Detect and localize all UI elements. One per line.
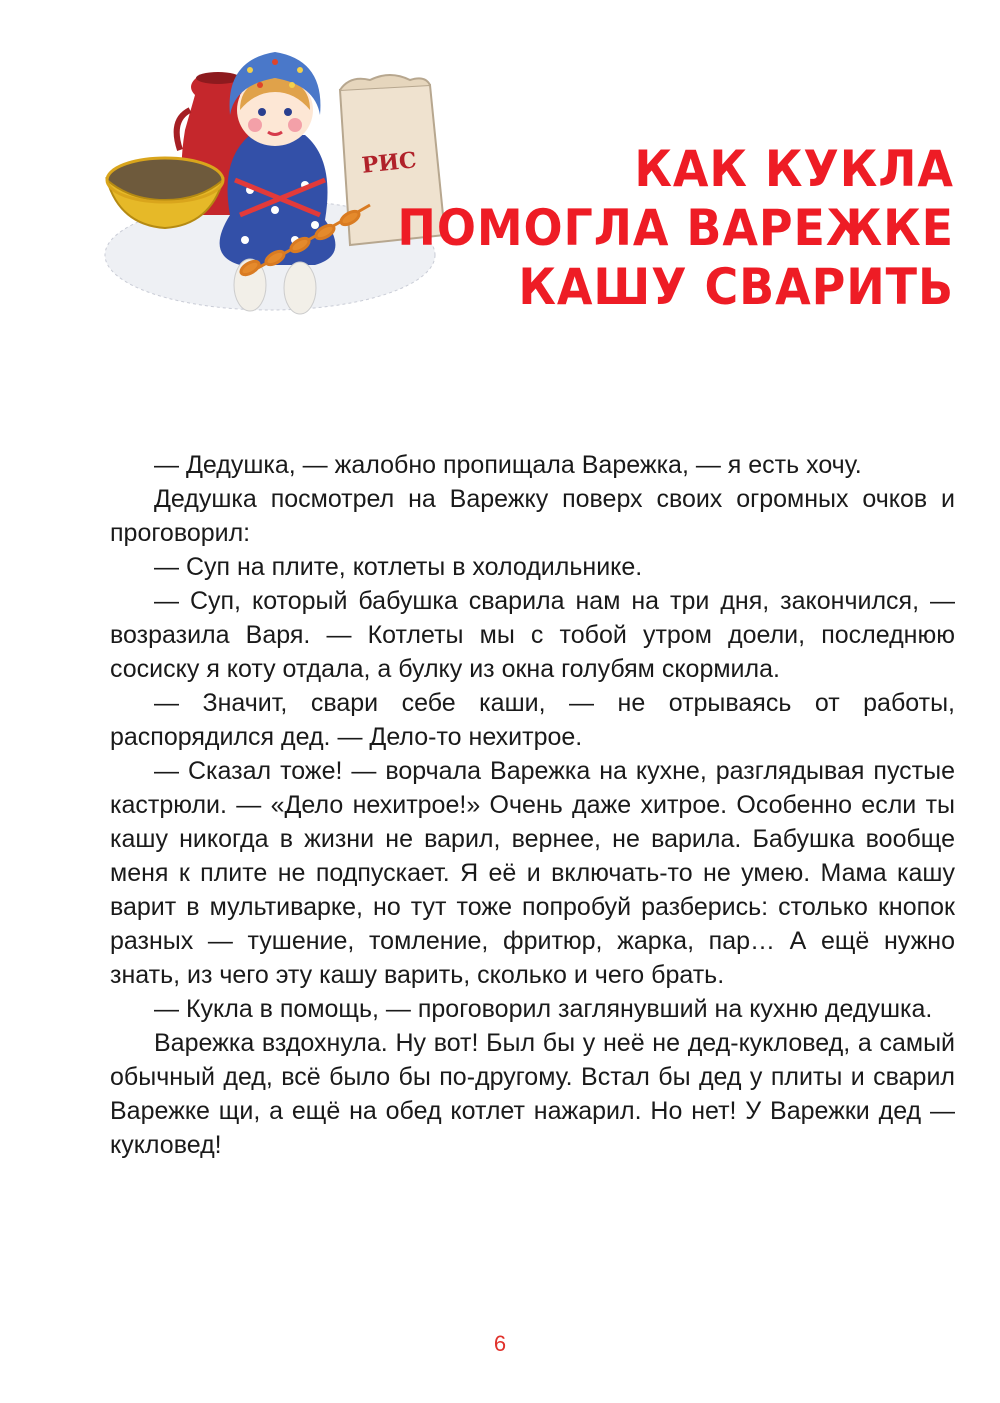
title-line: КАК КУКЛА — [634, 139, 954, 198]
paragraph: — Дедушка, — жалобно пропищала Варежка, — я есть хочу. — [154, 451, 862, 479]
paragraph: — Кукла в помощь, — проговорил заглянувший на кухню дедушка. — [154, 995, 933, 1023]
chapter-title — [397, 140, 954, 317]
story-text — [110, 448, 955, 1162]
paragraph: — Значит, свари себе каши, — не отрываясь от работы, распорядился дед. — Дело-то нехитрое. — [110, 689, 955, 751]
paragraph: — Сказал тоже! — ворчала Варежка на кухне, разглядывая пустые кастрюли. — «Дело нехитрое!» Очень даже хитрое. Особенно если ты кашу никогда в жизни не варил, вернее, не варила. Бабушка вообще меня к плите не подпускает. Я её и включать-то не умею. Мама кашу варит в мультиварке, но тут тоже попробуй разберись: столько кнопок разных — тушение, томление, фритюр, жарка, пар… А ещё нужно знать, из чего эту кашу варить, сколько и чего брать. — [110, 757, 955, 989]
paragraph: Варежка вздохнула. Ну вот! Был бы у неё не дед-кукловед, а самый обычный дед, всё было бы по-другому. Встал бы дед у плиты и сварил Варежке щи, а ещё на обед котлет нажарил. Но нет! У Варежки дед — кукловед! — [110, 1029, 955, 1159]
page-number: 6 — [493, 1331, 507, 1356]
rice-bag-label: РИС — [360, 147, 418, 179]
paragraph: — Суп, который бабушка сварила нам на три дня, закончился, — возразила Варя. — Котлеты мы с тобой утром доели, последнюю сосиску я коту отдала, а булку из окна голубям скормила. — [110, 587, 955, 683]
paragraph: Дедушка посмотрел на Варежку поверх своих огромных очков и проговорил: — [110, 485, 955, 547]
paragraph: — Суп на плите, котлеты в холодильнике. — [154, 553, 643, 581]
title-line: ПОМОГЛА ВАРЕЖКЕ — [397, 198, 954, 257]
title-line: КАШУ СВАРИТЬ — [518, 257, 954, 316]
